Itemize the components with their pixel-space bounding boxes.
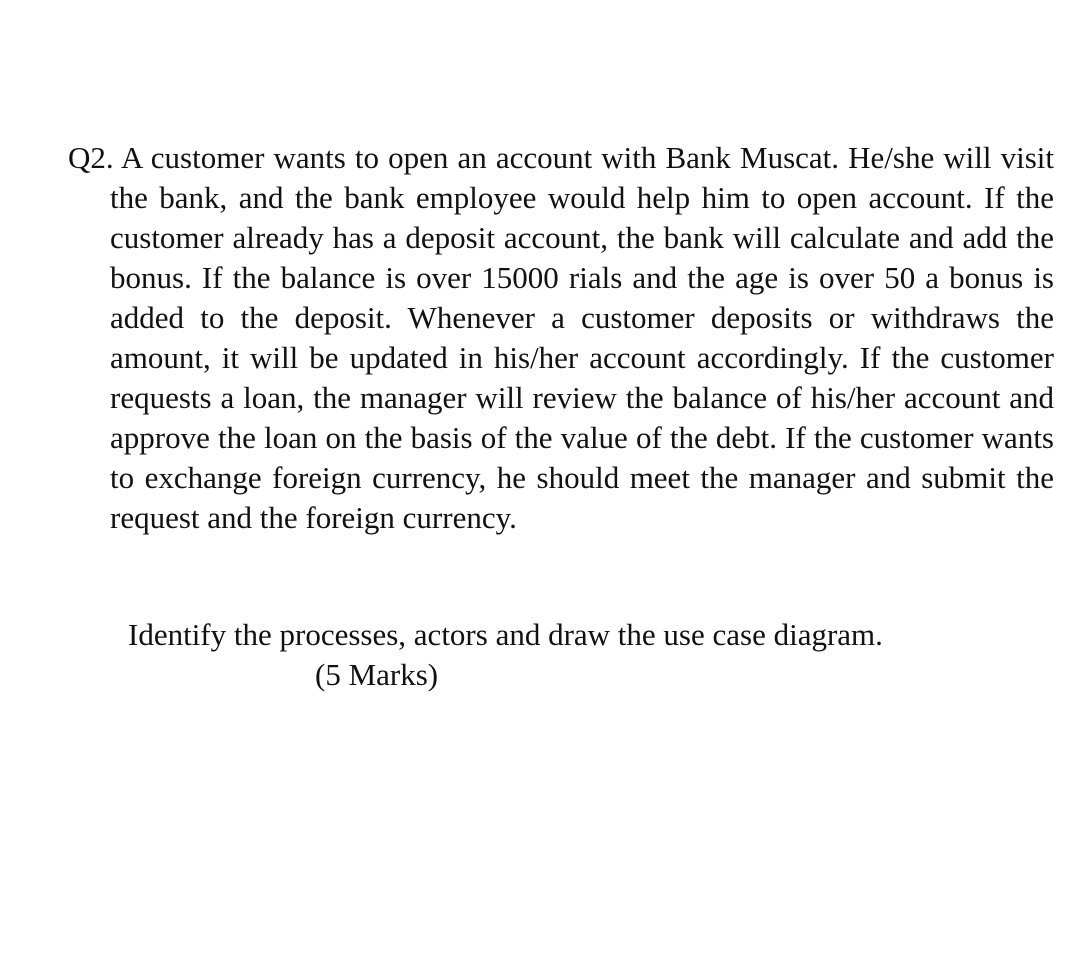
instruction-text: Identify the processes, actors and draw the use case diagram. [128,617,883,652]
question-paragraph [68,138,1054,538]
question-number: Q2. [68,140,114,175]
question-text: A customer wants to open an account with Bank Muscat. He/she will visit the bank, and the bank employee would help him to open account. If the customer already has a deposit account, the bank will calculate and add the bonus. If the balance is over 15000 rials and the age is over 50 a bonus is added to the deposit. Whenever a customer deposits or withdraws the amount, it will be updated in his/her account accordingly. If the customer requests a loan, the manager will review the balance of his/her account and approve the loan on the basis of the value of the debt. If the customer wants to exchange foreign currency, he should meet the manager and submit the request and the foreign currency. [110,140,1055,535]
marks-label: (5 Marks) [315,657,439,692]
